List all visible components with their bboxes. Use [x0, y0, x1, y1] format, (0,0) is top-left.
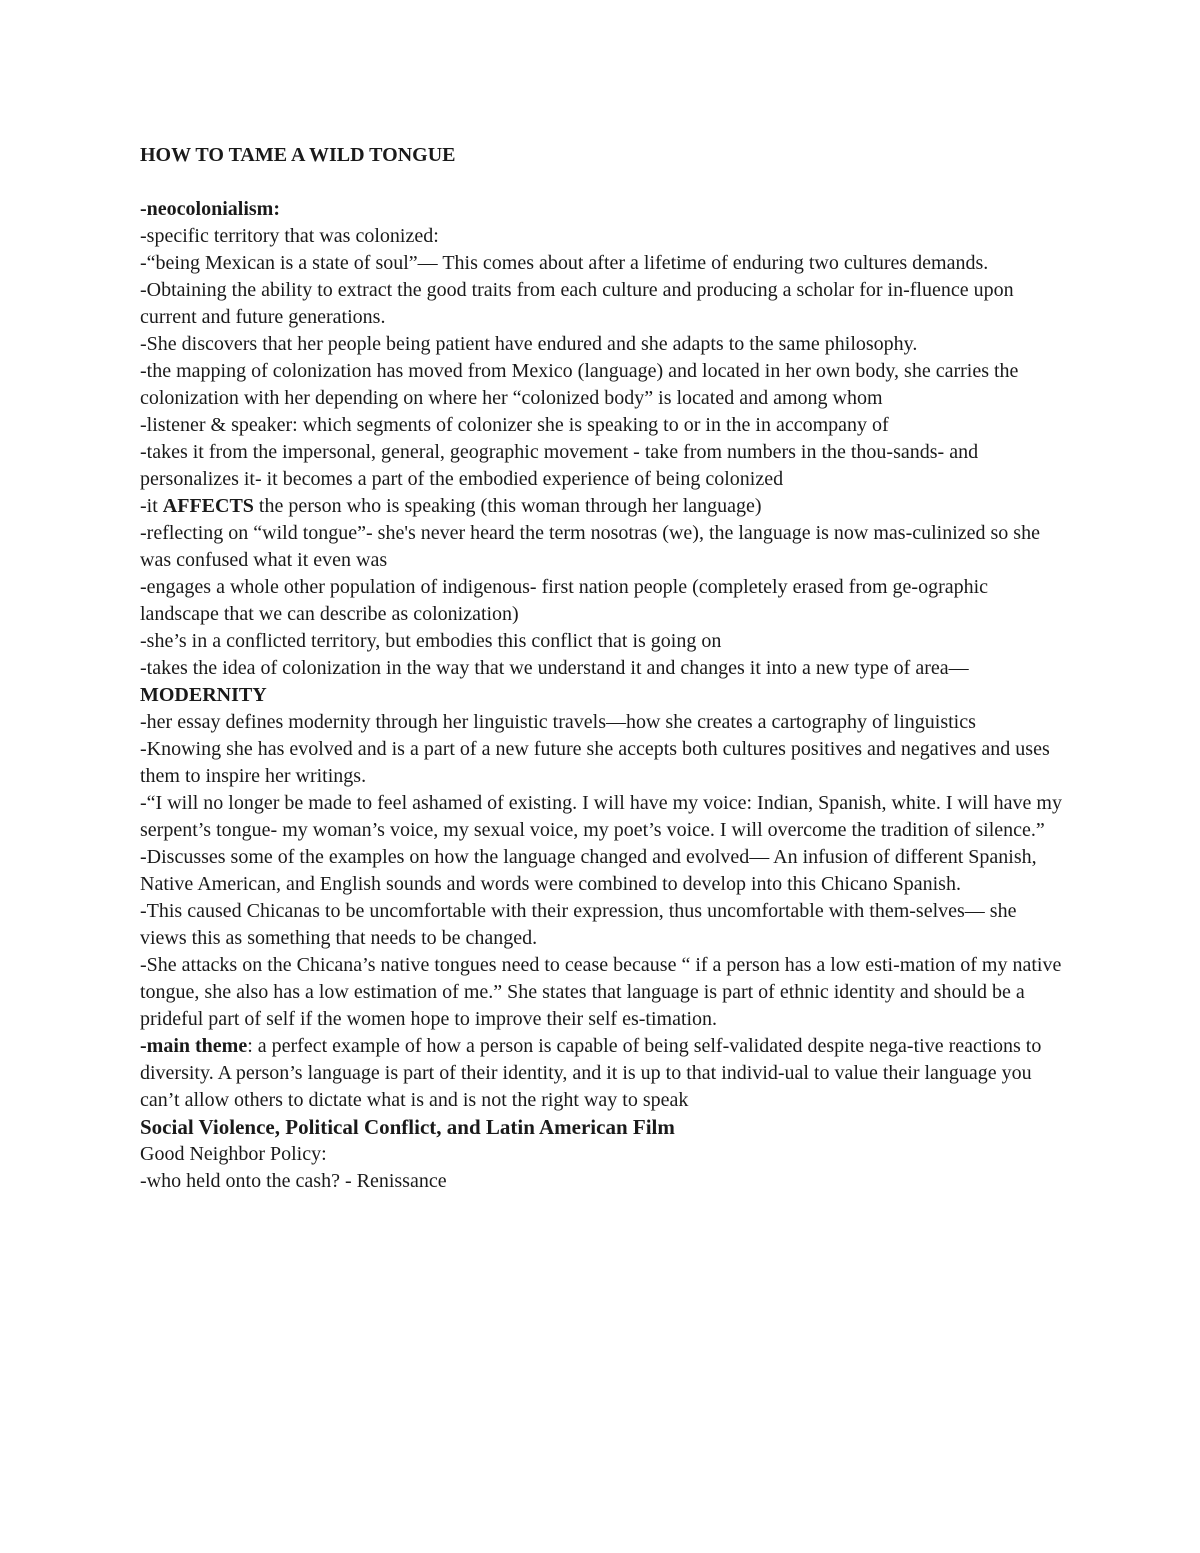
- note-line: -her essay defines modernity through her linguistic travels—how she creates a cartography of linguistics: [140, 711, 976, 733]
- note-line-modernity: [140, 655, 1064, 709]
- note-line: -She attacks on the Chicana’s native tongues need to cease because “ if a person has a low esti-mation of my native tongue, she also has a low estimation of me.” She states that language is part of ethnic identity and should be a prideful part of self if the women hope to improve their self es-timation.: [140, 954, 1062, 1030]
- note-line: -reflecting on “wild tongue”- she's never heard the term nosotras (we), the language is now mas-culinized so she was confused what it even was: [140, 522, 1040, 571]
- affects-bold-term: AFFECTS: [162, 495, 254, 517]
- main-theme-suffix: : a perfect example of how a person is capable of being self-validated despite nega-tive reactions to diversity. A person’s language is part of their identity, and it is up to that individ-ual to value their language you can’t allow others to dictate what is and is not the right way to speak: [140, 1035, 1042, 1111]
- note-line: -takes it from the impersonal, general, geographic movement - take from numbers in the thou-sands- and personalizes it- it becomes a part of the embodied experience of being colonized: [140, 441, 979, 490]
- main-theme-bold-term: -main theme: [140, 1035, 248, 1057]
- document-title: HOW TO TAME A WILD TONGUE: [140, 144, 456, 166]
- note-line: -This caused Chicanas to be uncomfortable with their expression, thus uncomfortable with them-selves— she views this as something that needs to be changed.: [140, 900, 1017, 949]
- note-line: -who held onto the cash? - Renissance: [140, 1170, 447, 1192]
- note-line-affects: [140, 493, 1064, 520]
- note-line: -specific territory that was colonized:: [140, 225, 439, 247]
- note-line: -Knowing she has evolved and is a part of a new future she accepts both cultures positives and negatives and uses them to inspire her writings.: [140, 738, 1050, 787]
- note-line: -listener & speaker: which segments of colonizer she is speaking to or in the in accompany of: [140, 414, 889, 436]
- section-heading-neocolonialism: -neocolonialism:: [140, 198, 280, 220]
- note-line: -Discusses some of the examples on how the language changed and evolved— An infusion of different Spanish, Native American, and English sounds and words were combined to develop into this Chicano Spanish.: [140, 846, 1037, 895]
- modernity-bold-term: MODERNITY: [140, 684, 267, 706]
- document-body: [140, 142, 1064, 1195]
- section-heading-film: Social Violence, Political Conflict, and Latin American Film: [140, 1115, 675, 1139]
- affects-prefix: -it: [140, 495, 163, 517]
- note-line: -“I will no longer be made to feel ashamed of existing. I will have my voice: Indian, Spanish, white. I will have my serpent’s tongue- my woman’s voice, my sexual voice, my poet’s voice. I will overcome the tradition of silence.”: [140, 792, 1062, 841]
- note-line: -Obtaining the ability to extract the good traits from each culture and producing a scholar for in-fluence upon current and future generations.: [140, 279, 1014, 328]
- note-line: -“being Mexican is a state of soul”— This comes about after a lifetime of enduring two cultures demands.: [140, 252, 989, 274]
- note-line: -engages a whole other population of indigenous- first nation people (completely erased from ge-ographic landscape that we can describe as colonization): [140, 576, 989, 625]
- note-line-main-theme: [140, 1033, 1064, 1114]
- note-line: -the mapping of colonization has moved from Mexico (language) and located in her own body, she carries the colonization with her depending on where her “colonized body” is located and among whom: [140, 360, 1019, 409]
- affects-suffix: the person who is speaking (this woman through her language): [253, 495, 762, 517]
- note-line: -she’s in a conflicted territory, but embodies this conflict that is going on: [140, 630, 722, 652]
- note-line: Good Neighbor Policy:: [140, 1143, 327, 1165]
- modernity-prefix: -takes the idea of colonization in the way that we understand it and changes it into a new type of area—: [140, 657, 969, 679]
- note-line: -She discovers that her people being patient have endured and she adapts to the same philosophy.: [140, 333, 918, 355]
